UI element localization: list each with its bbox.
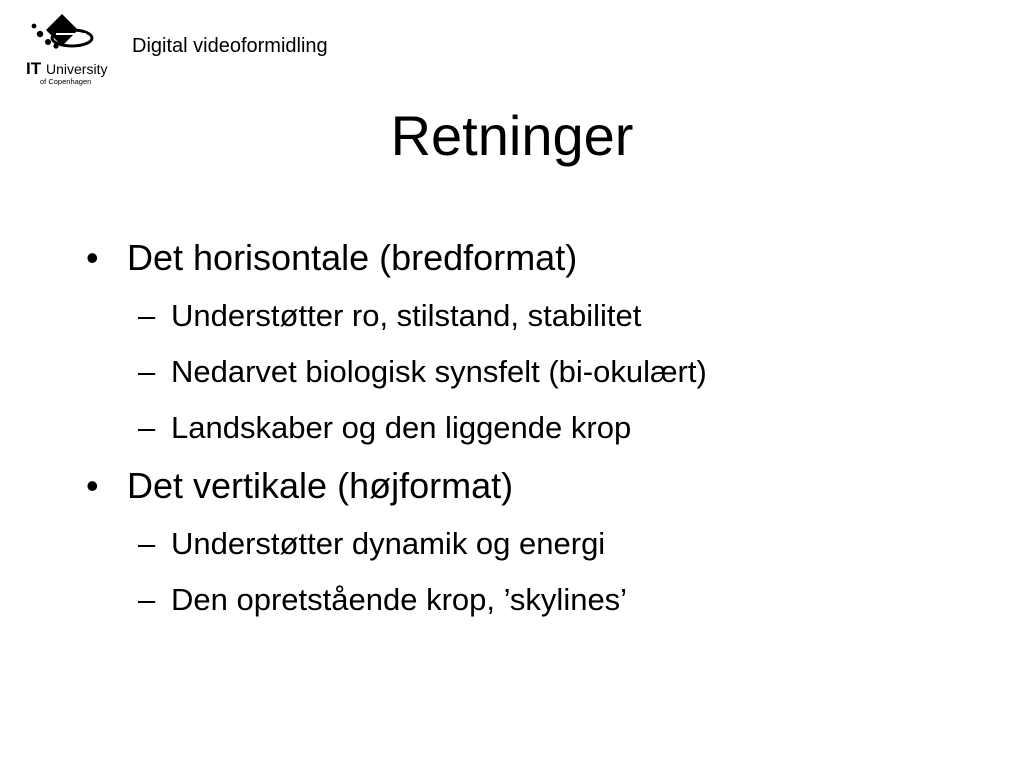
bullet-marker: • — [86, 237, 99, 278]
bullet-marker: • — [86, 465, 99, 506]
sub-bullet-marker: – — [138, 298, 156, 333]
sub-bullet-text: Nedarvet biologisk synsfelt (bi-okulært) — [171, 354, 707, 389]
sub-bullet-text: Understøtter dynamik og energi — [171, 526, 606, 561]
sub-bullet-item — [86, 516, 986, 572]
logo-university-text: University — [46, 61, 108, 77]
bullet-item — [86, 228, 986, 288]
sub-bullet-marker: – — [138, 526, 156, 561]
bullet-text: Det vertikale (højformat) — [127, 465, 514, 506]
sub-bullet-marker: – — [138, 582, 156, 617]
bullet-text: Det horisontale (bredformat) — [127, 237, 578, 278]
sub-bullet-item — [86, 400, 986, 456]
logo-subtitle-text: of Copenhagen — [40, 77, 92, 86]
sub-bullet-marker: – — [138, 410, 156, 445]
bullet-list — [86, 228, 986, 628]
sub-bullet-item — [86, 288, 986, 344]
itu-logo-icon — [26, 12, 118, 92]
logo-mark — [32, 14, 92, 49]
sub-bullet-text: Den opretstående krop, ’skylines’ — [171, 582, 628, 617]
sub-bullet-text: Understøtter ro, stilstand, stabilitet — [171, 298, 642, 333]
bullet-item — [86, 456, 986, 516]
logo-it-text: IT — [26, 59, 42, 78]
sub-bullet-item — [86, 344, 986, 400]
sub-bullet-text: Landskaber og den liggende krop — [171, 410, 632, 445]
sub-bullet-item — [86, 572, 986, 628]
sub-bullet-marker: – — [138, 354, 156, 389]
itu-logo — [26, 12, 118, 92]
slide-title: Retninger — [390, 104, 634, 167]
course-title: Digital videoformidling — [132, 35, 328, 57]
